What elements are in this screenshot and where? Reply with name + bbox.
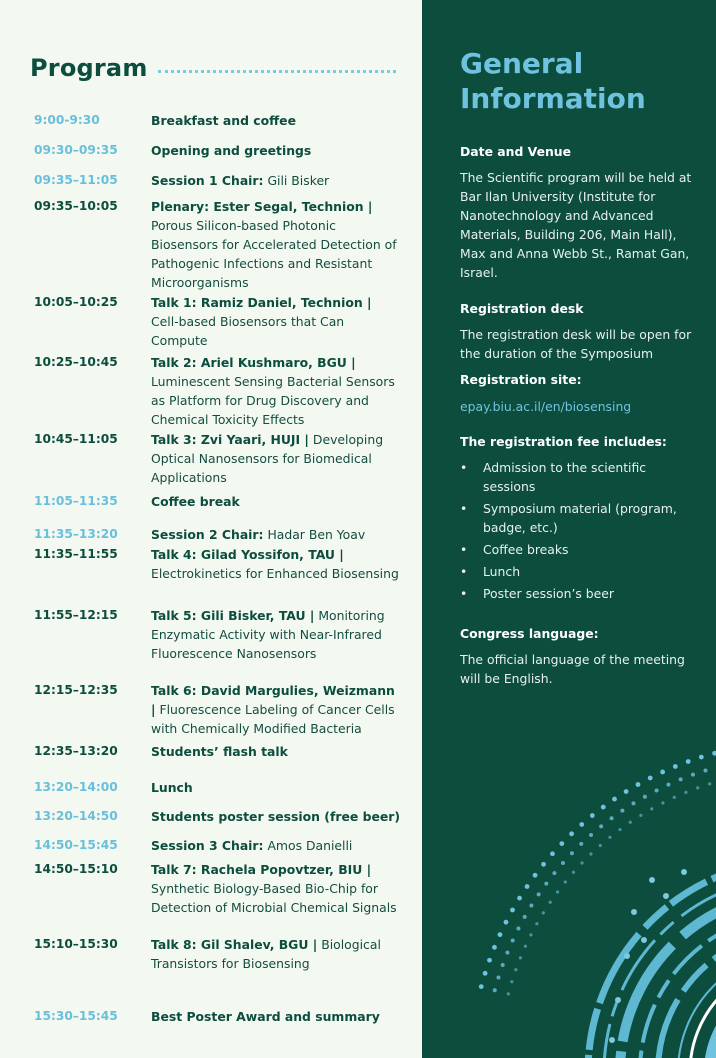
program-time: 12:35–13:20 bbox=[34, 744, 118, 758]
program-item-detail: Gili Bisker bbox=[263, 173, 330, 188]
program-item-title: Talk 3: Zvi Yaari, HUJI | bbox=[151, 432, 309, 447]
fee-item-text: Poster session’s beer bbox=[483, 586, 614, 601]
program-description bbox=[151, 1007, 401, 1026]
program-time: 11:05–11:35 bbox=[34, 494, 118, 508]
fee-item bbox=[460, 458, 700, 496]
program-item-detail: Porous Silicon-based Photonic Biosensors for Accelerated Detection of Pathogenic Infections and Resistant Microorganisms bbox=[151, 218, 397, 290]
program-item-title: Lunch bbox=[151, 780, 193, 795]
program-description bbox=[151, 430, 401, 487]
fee-item bbox=[460, 499, 700, 537]
program-item-detail: Amos Danielli bbox=[263, 838, 353, 853]
program-description bbox=[151, 836, 401, 855]
program-item-title: Talk 2: Ariel Kushmaro, BGU | bbox=[151, 355, 356, 370]
program-time: 14:50–15:10 bbox=[34, 862, 118, 876]
program-item-detail: Biological Transistors for Biosensing bbox=[151, 937, 381, 971]
general-info-title-line2: Information bbox=[460, 82, 646, 115]
program-item-detail: Fluorescence Labeling of Cancer Cells with Chemically Modified Bacteria bbox=[151, 702, 395, 736]
program-description bbox=[151, 353, 401, 429]
fee-heading: The registration fee includes: bbox=[460, 434, 667, 449]
program-item-detail: Cell-based Biosensors that Can Compute bbox=[151, 314, 345, 348]
program-time: 9:00-9:30 bbox=[34, 113, 100, 127]
language-text: The official language of the meeting will be English. bbox=[460, 652, 685, 686]
desk-heading: Registration desk bbox=[460, 301, 584, 316]
program-description bbox=[151, 778, 401, 797]
bullet-icon: • bbox=[460, 586, 468, 601]
program-item-title: Opening and greetings bbox=[151, 143, 312, 158]
program-description bbox=[151, 197, 401, 292]
program-item-detail: Developing Optical Nanosensors for Biomedical Applications bbox=[151, 432, 384, 485]
program-item-title: Students poster session (free beer) bbox=[151, 809, 401, 824]
program-description bbox=[151, 860, 401, 917]
general-info-title bbox=[460, 46, 646, 116]
program-description bbox=[151, 681, 401, 738]
program-item-detail: Hadar Ben Yoav bbox=[263, 527, 366, 542]
bullet-icon: • bbox=[460, 542, 468, 557]
program-item-detail: Electrokinetics for Enhanced Biosensing bbox=[151, 566, 399, 581]
program-description bbox=[151, 742, 401, 761]
fee-item-text: Symposium material (program, badge, etc.) bbox=[483, 501, 677, 535]
title-dotted-rule bbox=[158, 70, 396, 73]
program-description bbox=[151, 525, 401, 544]
program-time: 09:30–09:35 bbox=[34, 143, 118, 157]
program-time: 09:35–10:05 bbox=[34, 199, 118, 213]
program-item-title: Talk 6: David Margulies, Weizmann | bbox=[151, 683, 395, 717]
program-description bbox=[151, 171, 401, 190]
program-item-title: Session 3 Chair: bbox=[151, 838, 264, 853]
program-description bbox=[151, 111, 401, 130]
program-description bbox=[151, 492, 401, 511]
program-time: 15:30–15:45 bbox=[34, 1009, 118, 1023]
program-description bbox=[151, 935, 401, 973]
bullet-icon: • bbox=[460, 460, 468, 475]
program-item-title: Session 1 Chair: bbox=[151, 173, 264, 188]
program-item-title: Breakfast and coffee bbox=[151, 113, 296, 128]
program-item-title: Talk 5: Gili Bisker, TAU | bbox=[151, 608, 315, 623]
site-heading: Registration site: bbox=[460, 372, 582, 387]
program-item-title: Talk 8: Gil Shalev, BGU | bbox=[151, 937, 318, 952]
program-item-title: Best Poster Award and summary bbox=[151, 1009, 380, 1024]
program-item-title: Talk 1: Ramiz Daniel, Technion | bbox=[151, 295, 372, 310]
registration-site-link[interactable]: epay.biu.ac.il/en/biosensing bbox=[460, 399, 632, 414]
fee-item-text: Lunch bbox=[483, 564, 521, 579]
bullet-icon: • bbox=[460, 564, 468, 579]
fee-item bbox=[460, 584, 700, 603]
program-item-title: Students’ flash talk bbox=[151, 744, 288, 759]
program-description bbox=[151, 606, 401, 663]
program-time: 15:10–15:30 bbox=[34, 937, 118, 951]
program-item-detail: Monitoring Enzymatic Activity with Near-Infrared Fluorescence Nanosensors bbox=[151, 608, 385, 661]
program-time: 11:35–11:55 bbox=[34, 547, 118, 561]
program-time: 10:45–11:05 bbox=[34, 432, 118, 446]
fee-item-text: Admission to the scientific sessions bbox=[483, 460, 647, 494]
program-time: 11:35–13:20 bbox=[34, 527, 118, 541]
desk-text: The registration desk will be open for the duration of the Symposium bbox=[460, 327, 692, 361]
program-item-title: Coffee break bbox=[151, 494, 240, 509]
fee-item-text: Coffee breaks bbox=[483, 542, 569, 557]
program-time: 09:35–11:05 bbox=[34, 173, 118, 187]
program-time: 10:05–10:25 bbox=[34, 295, 118, 309]
program-description bbox=[151, 141, 401, 160]
fee-item bbox=[460, 562, 700, 581]
program-time: 13:20–14:00 bbox=[34, 780, 118, 794]
program-time: 10:25–10:45 bbox=[34, 355, 118, 369]
program-item-title: Session 2 Chair: bbox=[151, 527, 264, 542]
language-heading: Congress language: bbox=[460, 626, 599, 641]
fee-item bbox=[460, 540, 700, 559]
venue-heading: Date and Venue bbox=[460, 144, 572, 159]
fee-list bbox=[460, 458, 700, 606]
program-time: 12:15–12:35 bbox=[34, 683, 118, 697]
program-item-title: Talk 7: Rachela Popovtzer, BIU | bbox=[151, 862, 372, 877]
program-time: 14:50–15:45 bbox=[34, 838, 118, 852]
program-time: 13:20–14:50 bbox=[34, 809, 118, 823]
program-description bbox=[151, 545, 401, 583]
program-time: 11:55–12:15 bbox=[34, 608, 118, 622]
bullet-icon: • bbox=[460, 501, 468, 516]
program-title: Program bbox=[30, 54, 148, 82]
program-item-detail: Luminescent Sensing Bacterial Sensors as Platform for Drug Discovery and Chemical Toxicity Effects bbox=[151, 374, 395, 427]
venue-text: The Scientific program will be held at Bar Ilan University (Institute for Nanotechnology and Advanced Materials, Building 206, Main Hall), Max and Anna Webb St., Ramat Gan, Israel. bbox=[460, 170, 692, 280]
program-description bbox=[151, 807, 401, 826]
program-description bbox=[151, 293, 401, 350]
program-item-title: Talk 4: Gilad Yossifon, TAU | bbox=[151, 547, 344, 562]
general-info-title-line1: General bbox=[460, 47, 584, 80]
program-item-title: Plenary: Ester Segal, Technion | bbox=[151, 199, 373, 214]
program-item-detail: Synthetic Biology-Based Bio-Chip for Detection of Microbial Chemical Signals bbox=[151, 881, 397, 915]
